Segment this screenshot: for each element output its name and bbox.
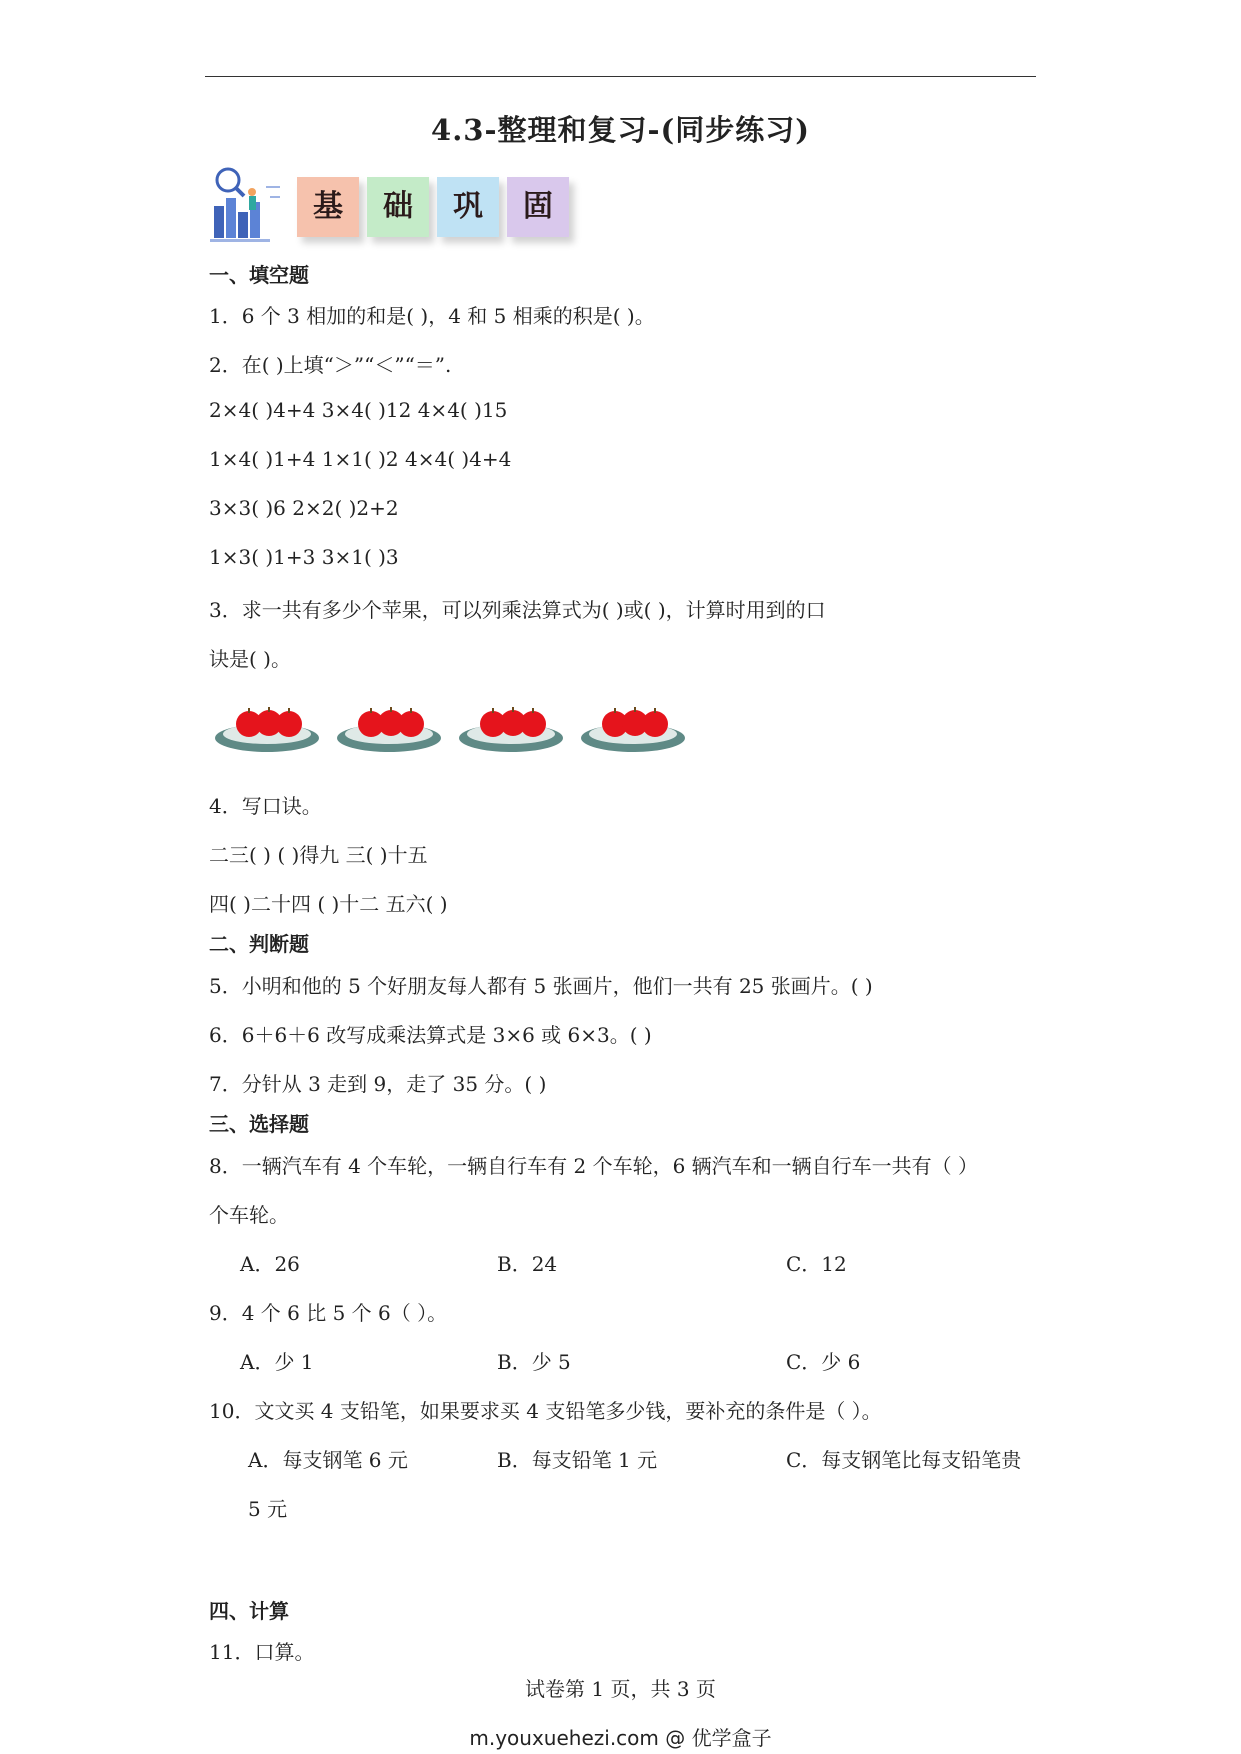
question-2-row: 2×4( )4+4 3×4( )12 4×4( )15 <box>209 398 508 422</box>
option-a: A．26 <box>240 1252 300 1276</box>
question-11: 11．口算。 <box>209 1640 315 1664</box>
question-6: 6．6＋6＋6 改写成乘法算式是 3×6 或 6×3。( ) <box>209 1023 652 1047</box>
banner-tile-1: 基 <box>297 177 359 237</box>
page-title: 4.3-整理和复习-(同步练习) <box>431 113 810 147</box>
question-8: 8．一辆汽车有 4 个车轮，一辆自行车有 2 个车轮，6 辆汽车和一辆自行车一共有（ ） <box>209 1154 979 1178</box>
section-heading-choice: 三、选择题 <box>209 1112 309 1136</box>
question-7: 7．分针从 3 走到 9，走了 35 分。( ) <box>209 1072 547 1096</box>
apple-plates-illustration <box>215 694 695 756</box>
section-heading-fill: 一、填空题 <box>209 263 309 287</box>
question-3: 3．求一共有多少个苹果，可以列乘法算式为( )或( )，计算时用到的口 <box>209 598 826 622</box>
question-4-row: 二三( ) ( )得九 三( )十五 <box>209 843 428 867</box>
question-3-continued: 诀是( )。 <box>209 647 291 671</box>
option-b: B．24 <box>497 1252 558 1276</box>
question-8-continued: 个车轮。 <box>209 1203 289 1227</box>
option-c-continued: 5 元 <box>248 1497 288 1521</box>
question-2-row: 1×4( )1+4 1×1( )2 4×4( )4+4 <box>209 447 512 471</box>
section-heading-calc: 四、计算 <box>209 1599 289 1623</box>
apple-plate <box>337 707 441 752</box>
banner-tile-3: 巩 <box>437 177 499 237</box>
banner-tile-2: 础 <box>367 177 429 237</box>
option-b: B．每支铅笔 1 元 <box>497 1448 658 1472</box>
option-c: C．12 <box>786 1252 847 1276</box>
page-footer: 试卷第 1 页，共 3 页 <box>525 1677 716 1701</box>
section-heading-judge: 二、判断题 <box>209 932 309 956</box>
question-2-row: 1×3( )1+3 3×1( )3 <box>209 545 399 569</box>
option-c: C．每支钢笔比每支铅笔贵 <box>786 1448 1022 1472</box>
option-c: C．少 6 <box>786 1350 861 1374</box>
apple-plate <box>581 707 685 752</box>
question-1: 1．6 个 3 相加的和是( )，4 和 5 相乘的积是( )。 <box>209 304 655 328</box>
question-9: 9．4 个 6 比 5 个 6（ ）。 <box>209 1301 448 1325</box>
banner-tile-4: 固 <box>507 177 569 237</box>
top-rule <box>205 76 1036 77</box>
watermark: m.youxuehezi.com @ 优学盒子 <box>469 1726 772 1750</box>
question-10: 10．文文买 4 支铅笔，如果要求买 4 支铅笔多少钱，要补充的条件是（ ）。 <box>209 1399 882 1423</box>
apple-plate <box>215 707 319 752</box>
question-4: 4．写口诀。 <box>209 794 322 818</box>
question-2-row: 3×3( )6 2×2( )2+2 <box>209 496 399 520</box>
apple-plate <box>459 707 563 752</box>
question-4-row: 四( )二十四 ( )十二 五六( ) <box>209 892 448 916</box>
option-b: B．少 5 <box>497 1350 571 1374</box>
option-a: A．每支钢笔 6 元 <box>248 1448 408 1472</box>
option-a: A．少 1 <box>240 1350 314 1374</box>
question-2: 2．在( )上填“＞”“＜”“＝”. <box>209 353 452 377</box>
question-5: 5．小明和他的 5 个好朋友每人都有 5 张画片，他们一共有 25 张画片。( ) <box>209 974 873 998</box>
